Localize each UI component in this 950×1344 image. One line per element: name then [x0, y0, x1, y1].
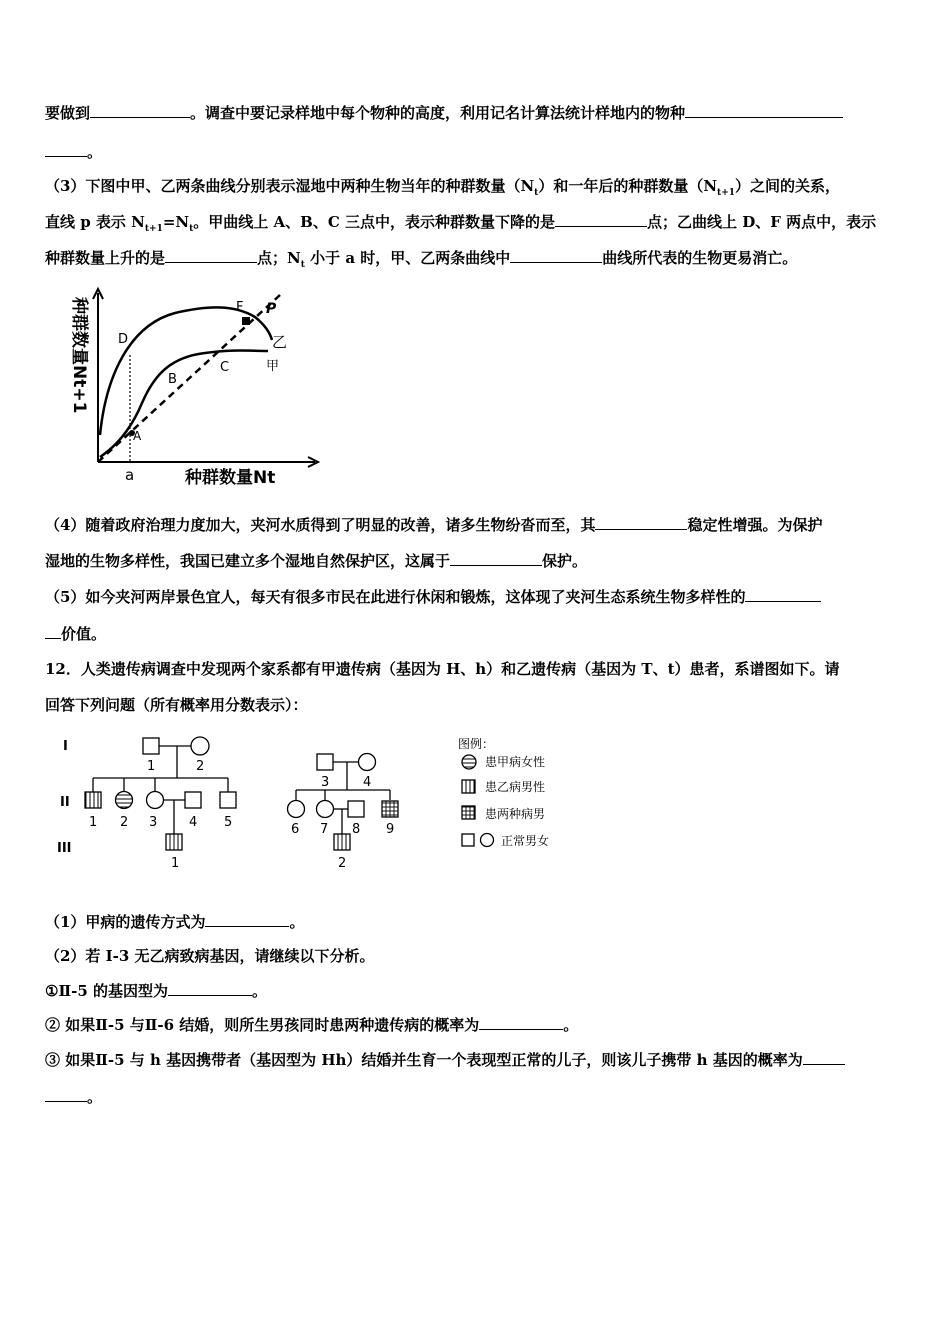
answer-blank[interactable]: [165, 248, 257, 263]
f2-ii8-num: 8: [352, 822, 361, 837]
family2-i4-female: [359, 754, 376, 771]
text-line-8: （5）如今夹河两岸景色宜人，每天有很多市民在此进行休闲和锻炼，这体现了夹河生态系统生物多样性的: [45, 587, 821, 607]
curve-yi: [100, 307, 272, 435]
f1-ii5-num: 5: [224, 815, 233, 830]
y-axis-label: 种群数量Nt+1: [69, 297, 89, 414]
text-line-4: 直线 p 表示 $N_{t+1}=N_t$。甲曲线上 A、B、C 三点中，表示种群数量下降的是 点；乙曲线上 D、F 两点中，表示: [45, 213, 877, 234]
family1-ii4-male: [185, 792, 201, 808]
text-line-9: 价值。: [45, 624, 106, 644]
f2-ii6-num: 6: [291, 822, 300, 837]
family1-ii2-female-jia: [116, 792, 133, 809]
text-line-16: ③ 如果Ⅱ-5 与 h 基因携带者（基因型为 Hh）结婚并生育一个表现型正常的儿子，则该儿子携带 h 基因的概率为: [45, 1050, 845, 1070]
curve-yi-label: 乙: [272, 333, 288, 351]
answer-blank[interactable]: [205, 912, 289, 927]
point-f-marker: [242, 317, 250, 325]
text-line-2: 。: [45, 142, 102, 162]
family2-ii6-female: [288, 801, 305, 818]
legend-jia-female-label: 患甲病女性: [485, 755, 546, 769]
legend-title: 图例：: [458, 737, 495, 751]
f1-ii3-num: 3: [149, 815, 158, 830]
f2-i4-num: 4: [363, 775, 372, 790]
curve-jia-label: 甲: [266, 359, 280, 374]
answer-blank[interactable]: [595, 515, 687, 530]
text-line-15: ② 如果Ⅱ-5 与Ⅱ-6 结婚，则所生男孩同时患两种遗传病的概率为 。: [45, 1016, 579, 1034]
text-line-6: （4）随着政府治理力度加大，夹河水质得到了明显的改善，诸多生物纷沓而至，其 稳定性增强。为保护: [45, 516, 823, 534]
family1-ii3-female: [147, 792, 164, 809]
family2-iii2-male-yi: [334, 834, 350, 850]
legend-normal-label: 正常男女: [501, 834, 550, 848]
point-f-label: F: [236, 300, 244, 315]
text-line-3: （3）下图中甲、乙两条曲线分别表示湿地中两种生物当年的种群数量$(N_t)$和一年后的种群数量$(N_{t+1})$之间的关系，: [45, 177, 841, 198]
text-line-10: 12．人类遗传病调查中发现两个家系都有甲遗传病（基因为 H、h）和乙遗传病（基因为 T、t）患者，系谱图如下。请: [45, 660, 840, 678]
tick-a-label: a: [125, 466, 135, 484]
answer-blank[interactable]: [45, 624, 61, 639]
answer-blank[interactable]: [90, 103, 190, 118]
text-line-14: ①Ⅱ-5 的基因型为 。: [45, 982, 267, 1000]
family1-i2-female: [191, 737, 209, 755]
legend-yi-male-label: 患乙病男性: [485, 780, 546, 794]
f2-iii2-num: 2: [338, 856, 347, 871]
answer-blank[interactable]: [450, 551, 542, 566]
answer-blank[interactable]: [745, 587, 821, 602]
legend-both-male-label: 患两种病男: [485, 807, 546, 821]
text-line-17: 。: [45, 1087, 102, 1107]
text-line-13: （2）若 I-3 无乙病致病基因，请继续以下分析。: [45, 947, 375, 965]
family1-i1-male: [143, 738, 159, 754]
answer-blank[interactable]: [45, 142, 87, 157]
answer-blank[interactable]: [479, 1015, 563, 1030]
family1-ii1-male-yi: [85, 792, 101, 808]
point-a-label: A: [133, 429, 142, 443]
f1-ii1-num: 1: [89, 815, 98, 830]
legend-normal-male-symbol: [462, 834, 474, 846]
text-line-1: 要做到 。调查中要记录样地中每个物种的高度，利用记名计算法统计样地内的物种: [45, 103, 843, 123]
f1-i2-num: 2: [196, 759, 205, 774]
population-graph: [60, 285, 330, 495]
f1-i1-num: 1: [147, 759, 156, 774]
answer-blank[interactable]: [555, 212, 647, 227]
gen-ii-label: II: [60, 795, 70, 810]
text-line-12: （1）甲病的遗传方式为 。: [45, 913, 305, 931]
point-d-label: D: [118, 332, 129, 347]
legend-yi-male-symbol: [462, 780, 475, 793]
answer-blank[interactable]: [168, 981, 252, 996]
legend-jia-female-symbol: [462, 755, 476, 769]
pedigree-figure: [45, 730, 605, 875]
answer-blank[interactable]: [510, 248, 602, 263]
legend-normal-female-symbol: [481, 834, 494, 847]
f2-ii7-num: 7: [320, 822, 329, 837]
family1-ii5-male: [220, 792, 236, 808]
f1-iii1-num: 1: [171, 856, 180, 871]
line-p-label: P: [266, 301, 277, 317]
text-line-11: 回答下列问题（所有概率用分数表示）：: [45, 696, 308, 714]
answer-blank[interactable]: [685, 103, 843, 118]
f1-ii2-num: 2: [120, 815, 129, 830]
family2-ii9-male-both: [382, 801, 398, 817]
gen-i-label: I: [63, 739, 68, 754]
text-line-7: 湿地的生物多样性，我国已建立多个湿地自然保护区，这属于 保护。: [45, 552, 588, 570]
f2-i3-num: 3: [321, 775, 330, 790]
x-axis-label: 种群数量Nt: [185, 468, 276, 488]
family2-i3-male: [317, 754, 333, 770]
f2-ii9-num: 9: [386, 822, 395, 837]
family2-ii8-male: [348, 801, 364, 817]
family1-iii1-male-yi: [166, 834, 182, 850]
gen-iii-label: III: [57, 841, 72, 856]
point-c-label: C: [220, 360, 230, 375]
family2-ii7-female: [317, 801, 334, 818]
answer-blank[interactable]: [45, 1087, 87, 1102]
answer-blank[interactable]: [803, 1050, 845, 1065]
legend-both-male-symbol: [462, 806, 475, 819]
point-b-label: B: [168, 372, 177, 387]
line-p: [98, 295, 280, 462]
text-line-5: 种群数量上升的是 点；$N_t$ 小于 a 时，甲、乙两条曲线中 曲线所代表的生物更易消亡。: [45, 249, 798, 270]
curve-jia: [100, 351, 268, 458]
f1-ii4-num: 4: [189, 815, 198, 830]
